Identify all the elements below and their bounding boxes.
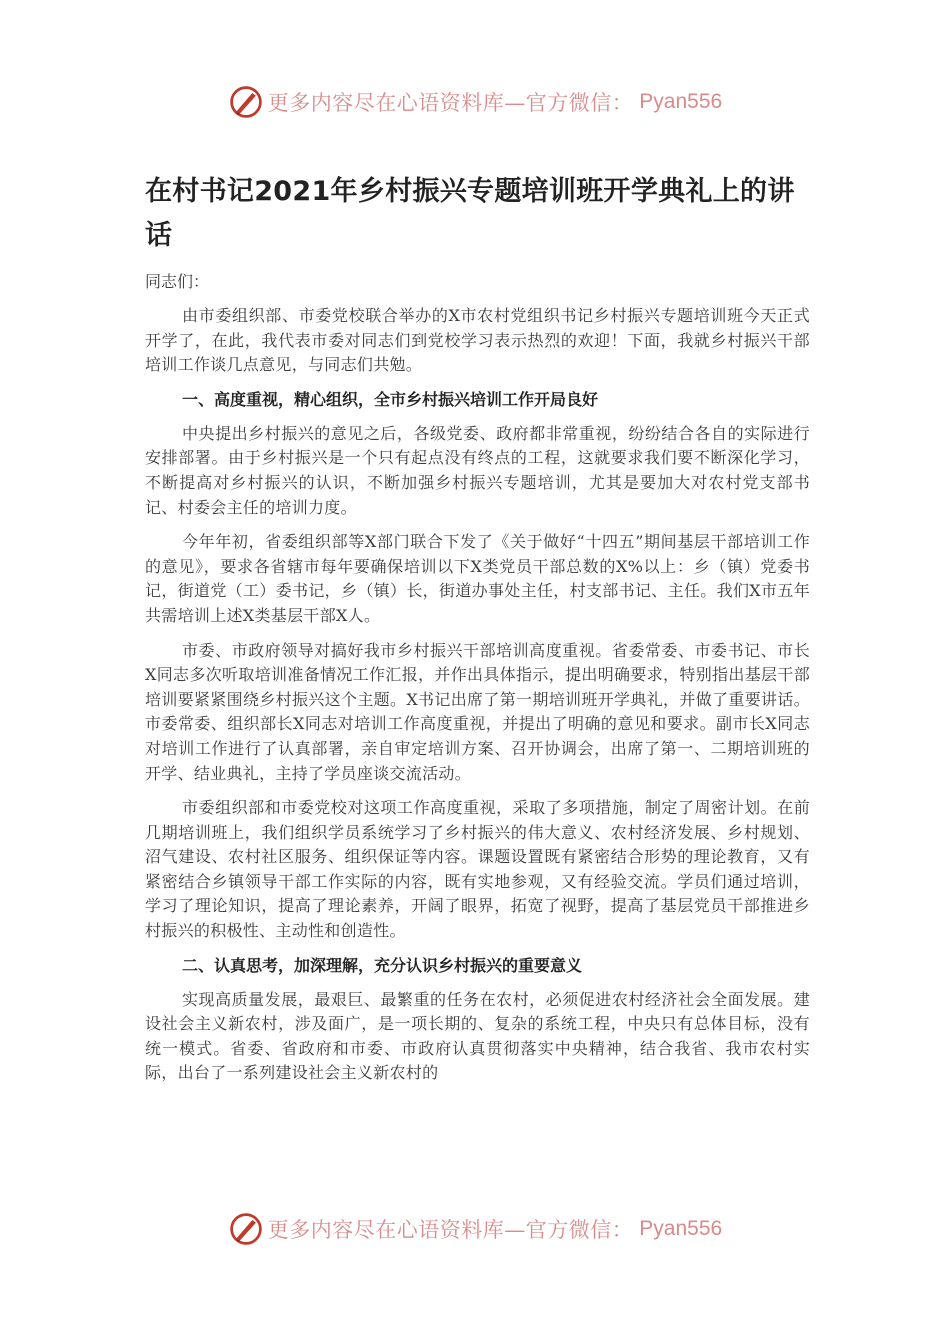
header-banner <box>0 82 950 122</box>
banner-wechat-id: Pyan556 <box>639 90 723 113</box>
banner-text: 更多内容尽在心语资料库—官方微信： <box>267 1218 634 1242</box>
paragraph: 实现高质量发展，最艰巨、最繁重的任务在农村，必须促进农村经济社会全面发展。建设社会主义新农村，涉及面广，是一项长期的、复杂的系统工程，中央只有总体目标，没有统一模式。省委、省政府和市委、市政府认真贯彻落实中央精神，结合我省、我市农村实际，出台了一系列建设社会主义新农村的 <box>145 989 810 1083</box>
paragraph: 今年年初，省委组织部等X部门联合下发了《关于做好“十四五”期间基层干部培训工作的意见》，要求各省辖市每年要确保培训以下X类党员干部总数的X%以上：乡（镇）党委书记，街道党（工）委书记，乡（镇）长，街道办事处主任，村支部书记、主任。我们X市五年共需培训上述X类基层干部X人。 <box>145 532 810 625</box>
section-heading-2: 二、认真思考，加深理解，充分认识乡村振兴的重要意义 <box>182 955 583 975</box>
footer-banner <box>0 1209 950 1249</box>
pen-logo-icon <box>228 1211 264 1247</box>
greeting: 同志们： <box>145 272 210 291</box>
document-title: 在村书记2021年乡村振兴专题培训班开学典礼上的讲话 <box>145 176 795 251</box>
section-heading-1: 一、高度重视，精心组织，全市乡村振兴培训工作开局良好 <box>182 389 599 409</box>
paragraph: 市委、市政府领导对搞好我市乡村振兴干部培训高度重视。省委常委、市委书记、市长X同志多次听取培训准备情况工作汇报，并作出具体指示，提出明确要求，特别指出基层干部培训要紧紧围绕乡村振兴这个主题。X书记出席了第一期培训班开学典礼，并做了重要讲话。市委常委、组织部长X同志对培训工作高度重视，并提出了明确的意见和要求。副市长X同志对培训工作进行了认真部署，亲自审定培训方案、召开协调会，出席了第一、二期培训班的开学、结业典礼，主持了学员座谈交流活动。 <box>145 640 810 783</box>
paragraph: 由市委组织部、市委党校联合举办的X市农村党组织书记乡村振兴专题培训班今天正式开学了，在此，我代表市委对同志们到党校学习表示热烈的欢迎！下面，我就乡村振兴干部培训工作谈几点意见，与同志们共勉。 <box>145 306 810 375</box>
pen-logo-icon <box>228 84 264 120</box>
paragraph: 市委组织部和市委党校对这项工作高度重视，采取了多项措施，制定了周密计划。在前几期培训班上，我们组织学员系统学习了乡村振兴的伟大意义、农村经济发展、乡村规划、沼气建设、农村社区服务、组织保证等内容。课题设置既有紧密结合形势的理论教育，又有紧密结合乡镇领导干部工作实际的内容，既有实地参观，又有经验交流。学员们通过培训，学习了理论知识，提高了理论素养，开阔了眼界，拓宽了视野，提高了基层党员干部推进乡村振兴的积极性、主动性和创造性。 <box>145 798 810 941</box>
banner-text: 更多内容尽在心语资料库—官方微信： <box>267 91 634 115</box>
banner-wechat-id: Pyan556 <box>639 1217 723 1240</box>
document-body <box>145 170 810 1096</box>
paragraph: 中央提出乡村振兴的意见之后，各级党委、政府都非常重视，纷纷结合各自的实际进行安排部署。由于乡村振兴是一个只有起点没有终点的工程，这就要求我们要不断深化学习，不断提高对乡村振兴的认识，不断加强乡村振兴专题培训，尤其是要加大对农村党支部书记、村委会主任的培训力度。 <box>145 423 810 517</box>
